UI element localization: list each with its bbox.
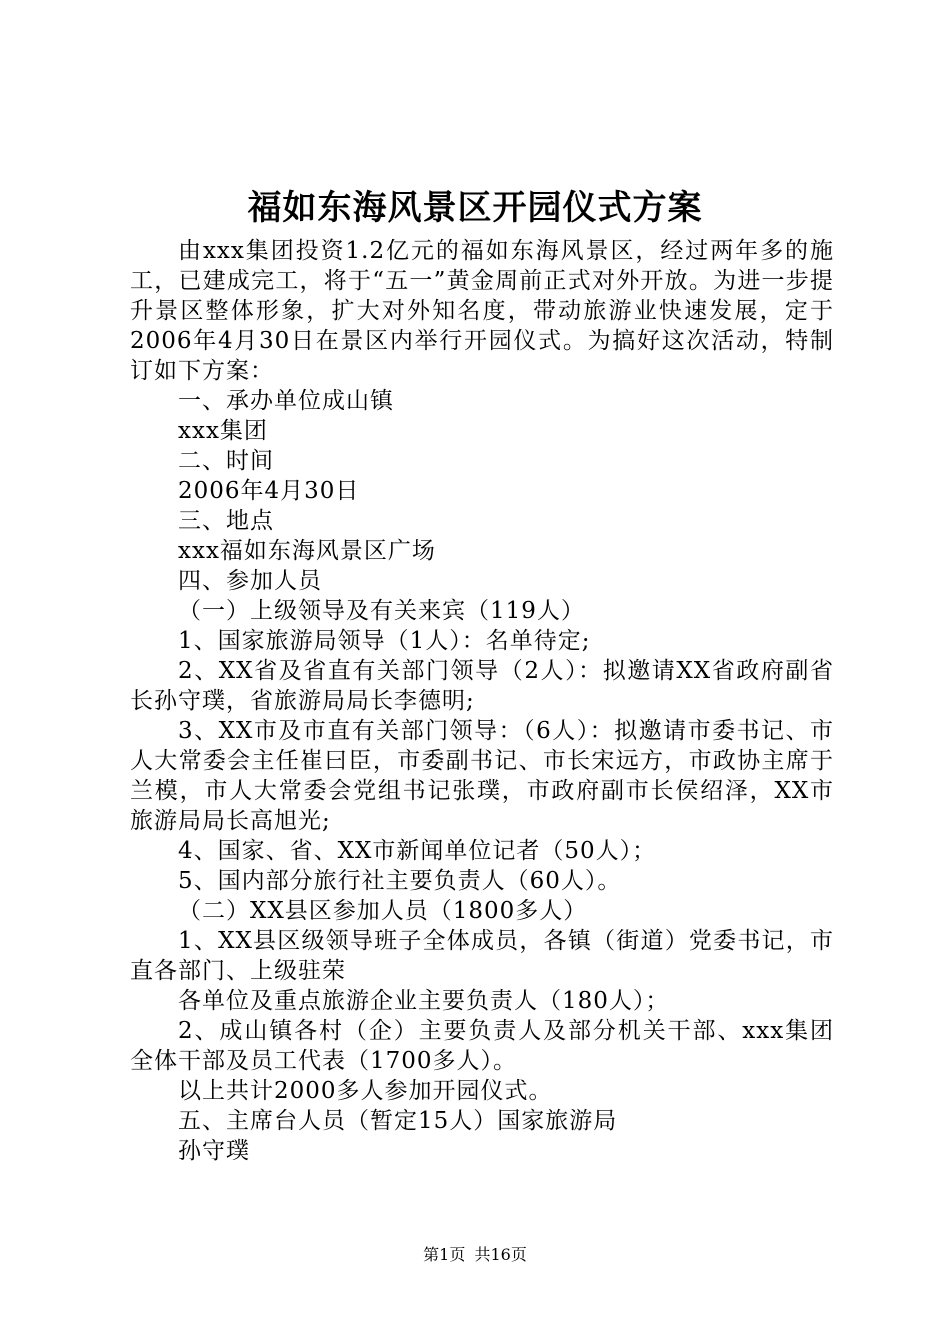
participants-total: 以上共计2000多人参加开园仪式。 xyxy=(178,1078,553,1104)
section-rostrum-heading: 五、主席台人员（暂定15人）国家旅游局 xyxy=(178,1108,618,1134)
page-footer xyxy=(0,1244,950,1266)
intro-paragraph: 由xxx集团投资1.2亿元的福如东海风景区，经过两年多的施工，已建成完工，将于“五一”黄金周前正式对外开放。为进一步提升景区整体形象，扩大对外知名度，带动旅游业快速发展，定于2006年4月30日在景区内举行开园仪式。为搞好这次活动，特制订如下方案： xyxy=(130,238,834,384)
participants-item: 2、成山镇各村（企）主要负责人及部分机关干部、xxx集团全体干部及员工代表（1700多人）。 xyxy=(130,1018,834,1074)
event-date: 2006年4月30日 xyxy=(178,478,360,504)
participants-item: 4、国家、省、XX市新闻单位记者（50人）； xyxy=(178,838,657,864)
participants-item-continued: 各单位及重点旅游企业主要负责人（180人）； xyxy=(178,988,670,1014)
document-body xyxy=(130,236,834,1166)
page-number: 第1页 xyxy=(423,1245,466,1264)
section-participants-heading: 四、参加人员 xyxy=(178,568,322,594)
participants-item: 5、国内部分旅行社主要负责人（60人）。 xyxy=(178,868,622,894)
organizer-name: xxx集团 xyxy=(178,418,268,444)
section-organizer-heading: 一、承办单位成山镇 xyxy=(178,388,394,414)
participants-item: 3、XX市及市直有关部门领导：（6人）：拟邀请市委书记、市人大常委会主任崔曰臣，市委副书记、市长宋远方，市政协主席于兰模，市人大常委会党组书记张璞，市政府副市长侯绍泽，XX市旅游局局长高旭光; xyxy=(130,718,834,834)
section-time-heading: 二、时间 xyxy=(178,448,274,474)
section-location-heading: 三、地点 xyxy=(178,508,274,534)
participants-item: 1、XX县区级领导班子全体成员，各镇（街道）党委书记，市直各部门、上级驻荣 xyxy=(130,928,834,984)
page-total: 共16页 xyxy=(474,1245,527,1264)
participants-group-1-heading: （一）上级领导及有关来宾（119人） xyxy=(178,598,585,624)
participants-group-2-heading: （二）XX县区参加人员（1800多人） xyxy=(178,898,588,924)
document-title: 福如东海风景区开园仪式方案 xyxy=(247,188,703,228)
participants-item: 1、国家旅游局领导（1人）：名单待定; xyxy=(178,628,591,654)
rostrum-member: 孙守璞 xyxy=(178,1138,250,1164)
event-location: xxx福如东海风景区广场 xyxy=(178,538,436,564)
participants-item: 2、XX省及省直有关部门领导（2人）：拟邀请XX省政府副省长孙守璞，省旅游局局长李德明; xyxy=(130,658,834,714)
